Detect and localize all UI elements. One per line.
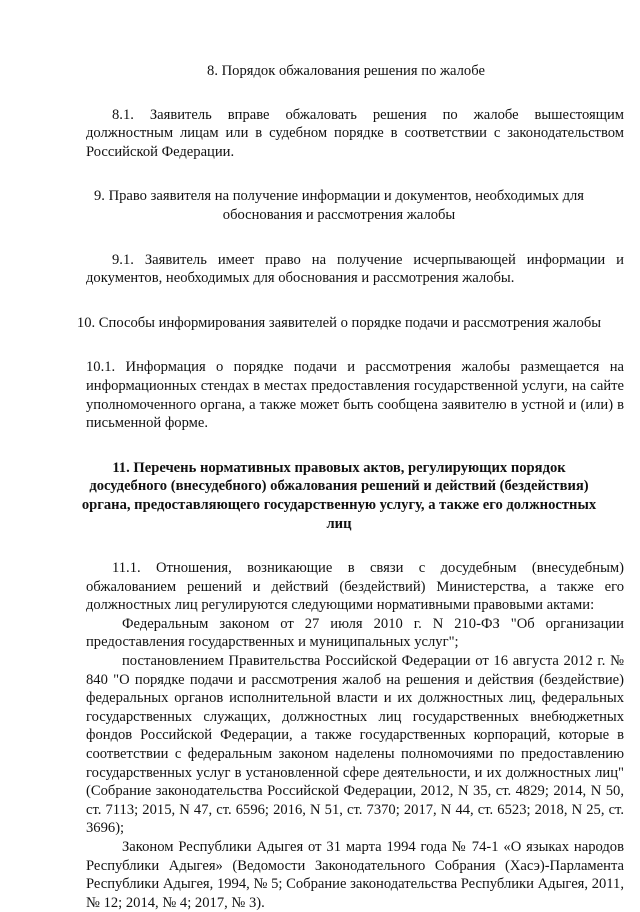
section-9-heading: 9. Право заявителя на получение информации и документов, необходимых для обоснования и рассмотрения жалобы [93,188,584,223]
section-11-heading: 11. Перечень нормативных правовых актов, регулирующих порядок досудебного (внесудебного) обжалования решений и действий (бездействия) органа, предоставляющего государственную услугу, а также его должностных лиц [81,459,597,532]
section-9 [86,187,624,287]
section-8-heading: 8. Порядок обжалования решения по жалобе [207,63,485,79]
section-10-heading: 10. Способы информирования заявителей о порядке подачи и рассмотрения жалобы [76,314,602,331]
section-11 [81,459,624,912]
section-10 [76,314,624,433]
paragraph-8-1: 8.1. Заявитель вправе обжаловать решения по жалобе вышестоящим должностным лицам или в судебном порядке в соответствии с законодательством Российской Федерации. [86,106,624,160]
paragraph-government-decree: постановлением Правительства Российской Федерации от 16 августа 2012 г. № 840 "О порядке подачи и рассмотрения жалоб на решения и действия (бездействие) федеральных органов исполнительной власти и их должностных лиц, федеральных государственных служащих, должностных лиц государственных внебюджетных фондов Российской Федерации, а также государственных корпораций, которые в соответствии с федеральным законом наделены полномочиями по предоставлению государственных услуг в установленной сфере деятельности, и их должностных лиц" (Собрание законодательства Российской Федерации, 2012, N 35, ст. 4829; 2014, N 50, ст. 7113; 2015, N 47, ст. 6596; 2016, N 51, ст. 7370; 2017, N 44, ст. 6523; 2018, N 25, ст. 3696); [86,653,624,837]
paragraph-9-1: 9.1. Заявитель имеет право на получение исчерпывающей информации и документов, необходимых для обоснования и рассмотрения жалобы. [86,251,624,287]
paragraph-adygea-law: Законом Республики Адыгея от 31 марта 1994 года № 74-1 «О языках народов Республики Адыгея» (Ведомости Законодательного Собрания (Хасэ)-Парламента Республики Адыгея, 1994, № 5; Собрание законодательства Республики Адыгея, 2011, № 12; 2014, № 4; 2017, № 3). [86,839,624,911]
paragraph-11-1: 11.1. Отношения, возникающие в связи с досудебным (внесудебным) обжалованием решений и действий (бездействий) Министерства, а также его должностных лиц регулируются следующими нормативными правовыми актами: [86,560,624,614]
section-8 [86,62,624,161]
paragraph-10-1: 10.1. Информация о порядке подачи и рассмотрения жалобы размещается на информационных стендах в местах предоставления государственной услуги, на сайте уполномоченного органа, а также может быть сообщена заявителю в устной и (или) в письменной форме. [86,359,624,432]
paragraph-federal-law: Федеральным законом от 27 июля 2010 г. N 210-ФЗ "Об организации предоставления государственных и муниципальных услуг"; [86,615,624,651]
